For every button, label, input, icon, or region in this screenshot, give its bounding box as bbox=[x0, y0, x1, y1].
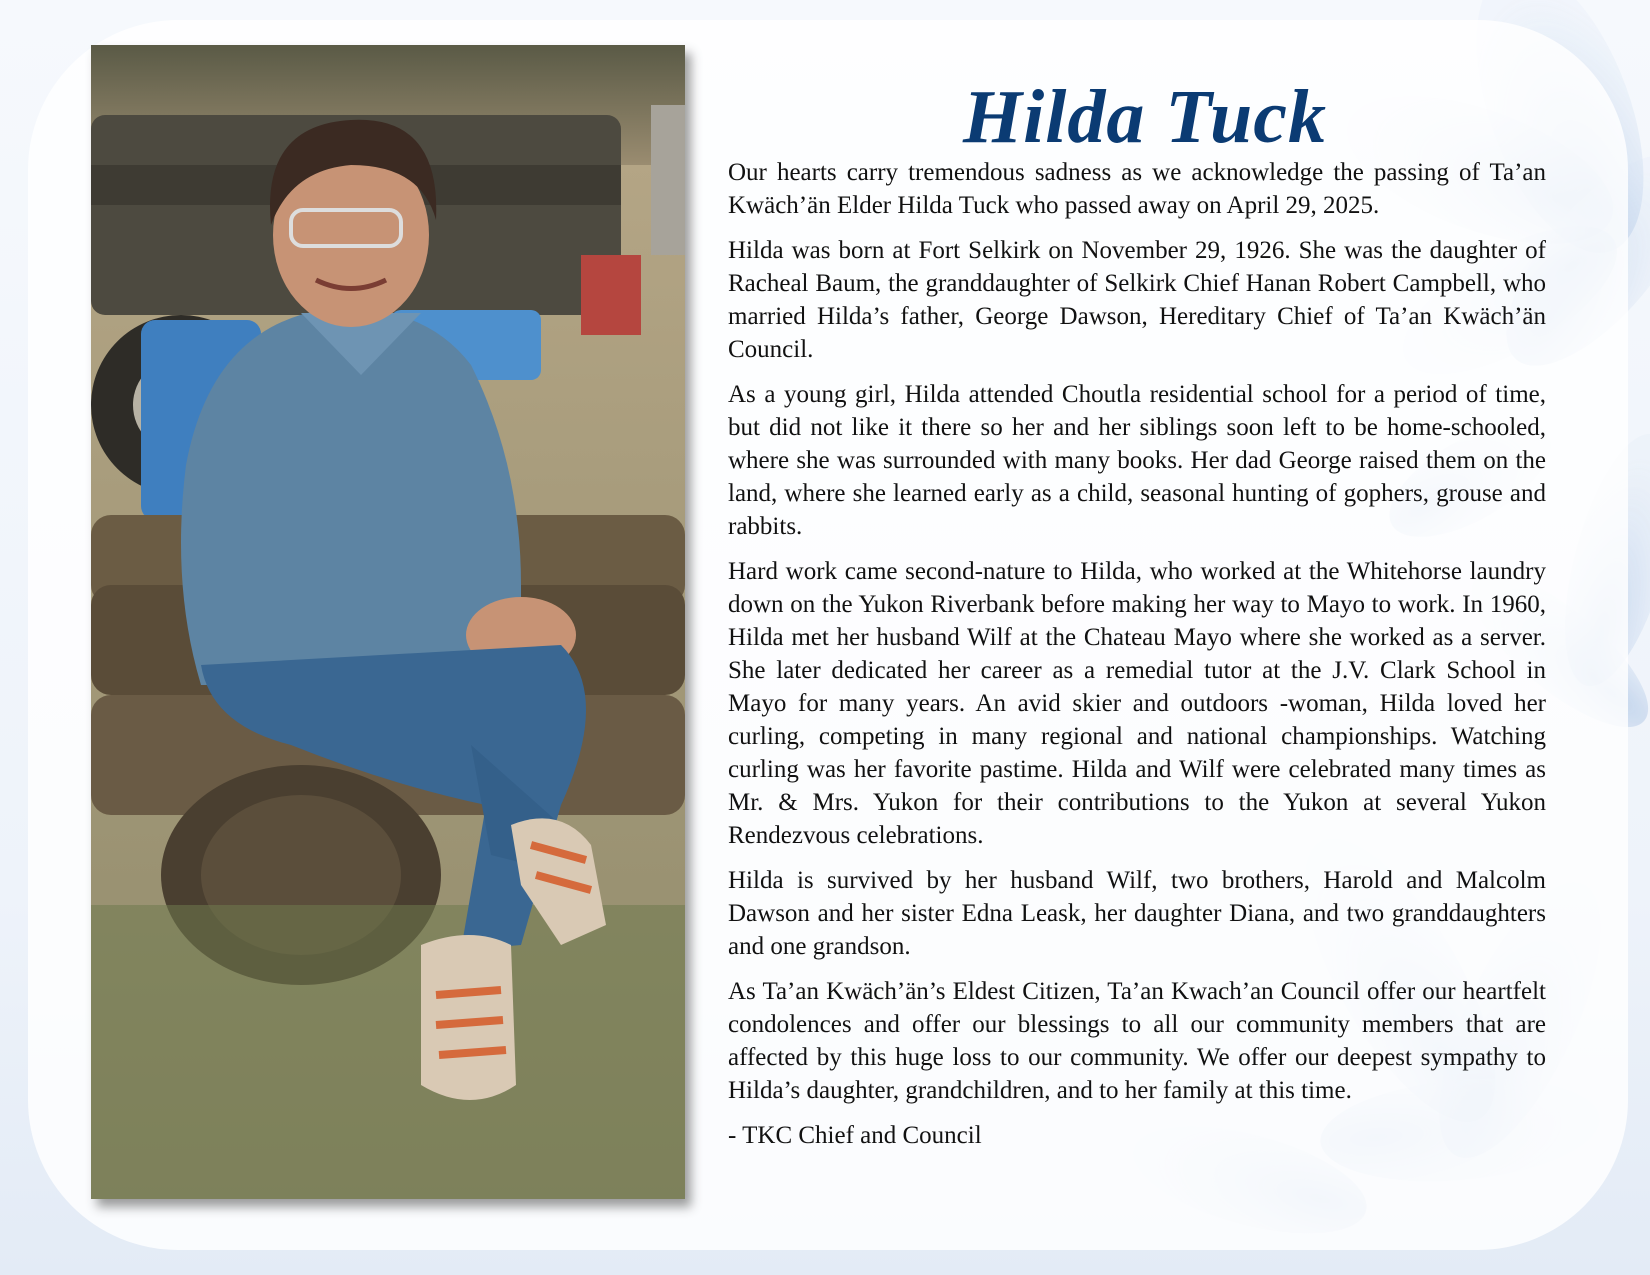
portrait-photo-illustration bbox=[91, 45, 685, 1199]
paragraph-career: Hard work came second-nature to Hilda, who worked at the Whitehorse laundry down on the Yukon Riverbank before making her way to Mayo to work. In 1960, Hilda met her husband Wilf at the Chateau Mayo where she worked as a server. She later dedicated her career as a remedial tutor at the J.V. Clark School in Mayo for many years. An avid skier and outdoors -woman, Hilda loved her curling, competing in many regional and national championships. Watching curling was her favorite pastime. Hilda and Wilf were celebrated many times as Mr. & Mrs. Yukon for their contributions to the Yukon at several Yukon Rendezvous celebrations. bbox=[728, 558, 1546, 849]
paragraph-childhood: As a young girl, Hilda attended Choutla residential school for a period of time, but did not like it there so her and her siblings soon left to be home-schooled, where she was surrounded with many books. Her dad George raised them on the land, where she learned early as a child, seasonal hunting of gophers, grouse and rabbits. bbox=[728, 381, 1546, 540]
obituary-body bbox=[728, 156, 1546, 1164]
signature: - TKC Chief and Council bbox=[728, 1122, 982, 1149]
paragraph-condolences: As Ta’an Kwäch’än’s Eldest Citizen, Ta’an Kwach’an Council offer our heartfelt condolences and offer our blessings to all our community members that are affected by this huge loss to our community. We offer our deepest sympathy to Hilda’s daughter, grandchildren, and to her family at this time. bbox=[728, 978, 1546, 1104]
paragraph-survived-by: Hilda is survived by her husband Wilf, two brothers, Harold and Malcolm Dawson and her sister Edna Leask, her daughter Diana, and two granddaughters and one grandson. bbox=[728, 867, 1546, 960]
paragraph-intro: Our hearts carry tremendous sadness as we acknowledge the passing of Ta’an Kwäch’än Elder Hilda Tuck who passed away on April 29, 2025. bbox=[728, 159, 1546, 219]
page-title: Hilda Tuck bbox=[963, 75, 1327, 159]
paragraph-birth: Hilda was born at Fort Selkirk on November 29, 1926. She was the daughter of Racheal Baum, the granddaughter of Selkirk Chief Hanan Robert Campbell, who married Hilda’s father, George Dawson, Hereditary Chief of Ta’an Kwäch’än Council. bbox=[728, 237, 1546, 363]
portrait-photo bbox=[91, 45, 685, 1199]
